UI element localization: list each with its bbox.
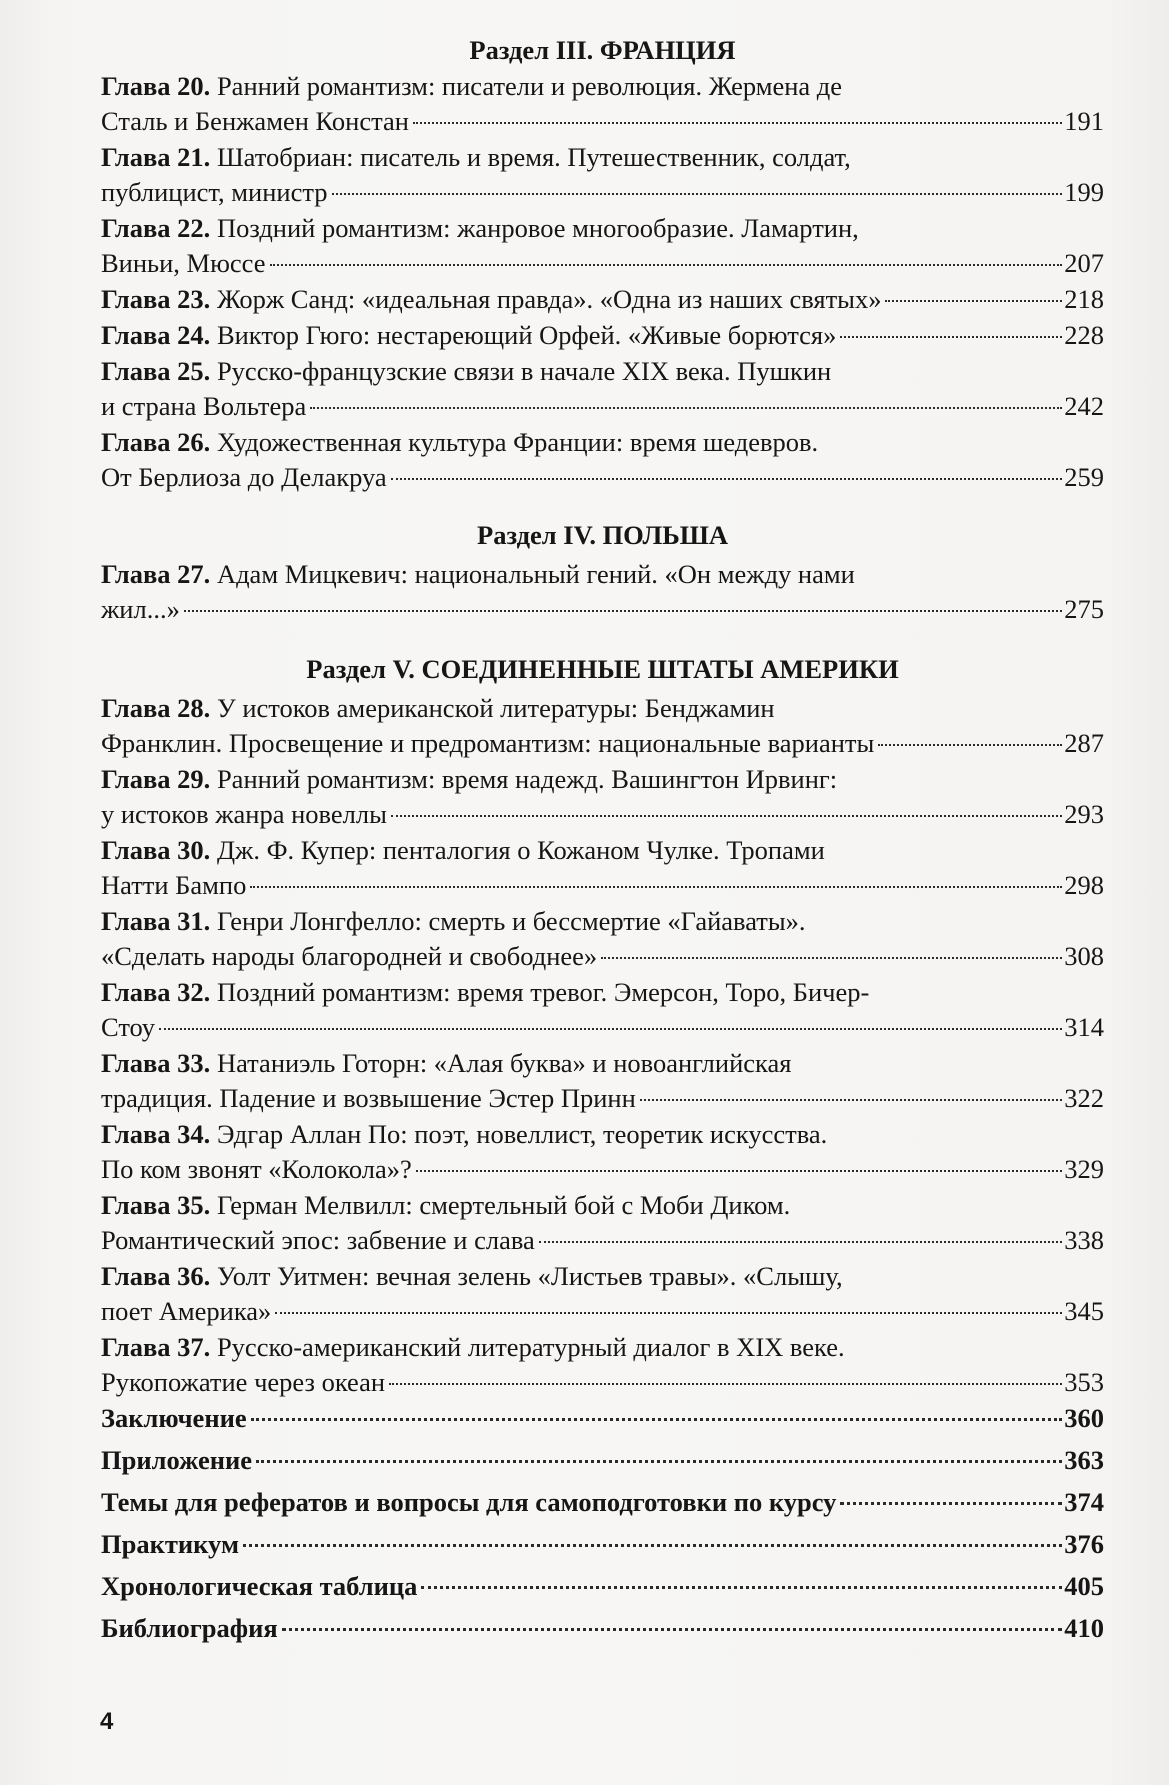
toc-entry-conclusion[interactable] <box>101 1401 1104 1436</box>
chapter-title-line1: Жорж Санд: «идеальная правда». «Одна из наших святых» <box>216 284 882 314</box>
page-number: 314 <box>1064 1012 1104 1042</box>
chapter-label: Глава 20. <box>101 71 211 101</box>
page-number: 345 <box>1064 1296 1104 1326</box>
dot-leader <box>275 1312 1062 1314</box>
entry-title: Библиография <box>101 1613 278 1643</box>
entry-title: Приложение <box>101 1445 253 1475</box>
chapter-title-line1: Художественная культура Франции: время шедевров. <box>216 427 819 457</box>
dot-leader <box>250 886 1062 888</box>
toc-entry-chapter-34[interactable] <box>101 1117 1104 1187</box>
chapter-label: Глава 24. <box>101 320 211 350</box>
dot-leader <box>413 122 1062 124</box>
chapter-title-line1: Шатобриан: писатель и время. Путешественник, солдат, <box>216 142 851 172</box>
page-number: 242 <box>1064 391 1104 421</box>
toc-entry-chapter-29[interactable] <box>101 762 1104 832</box>
dot-leader <box>421 1586 1062 1589</box>
toc-entry-chapter-31[interactable] <box>101 904 1104 974</box>
chapter-label: Глава 30. <box>101 835 211 865</box>
page-folio-number: 4 <box>100 1708 114 1735</box>
page-number: 275 <box>1064 594 1104 624</box>
chapter-title-line1: Дж. Ф. Купер: пенталогия о Кожаном Чулке. Тропами <box>216 835 825 865</box>
chapter-title-line2: Стоу <box>101 1012 156 1042</box>
page-number: 298 <box>1064 870 1104 900</box>
toc-entry-chapter-28[interactable] <box>101 691 1104 761</box>
chapter-title-line1: Адам Мицкевич: национальный гений. «Он между нами <box>216 559 855 589</box>
chapter-title-line2: Франклин. Просвещение и предромантизм: национальные варианты <box>101 728 875 758</box>
dot-leader <box>270 264 1063 266</box>
chapter-title-line1: Ранний романтизм: писатели и революция. Жермена де <box>216 71 843 101</box>
dot-leader <box>391 815 1062 817</box>
dot-leader <box>601 957 1062 959</box>
toc-entry-workshop[interactable] <box>101 1527 1104 1562</box>
page-number: 363 <box>1064 1445 1104 1475</box>
dot-leader <box>416 1170 1063 1172</box>
chapter-title-line1: Поздний романтизм: время тревог. Эмерсон, Торо, Бичер- <box>216 977 870 1007</box>
table-of-contents <box>101 30 1104 1653</box>
page-number: 228 <box>1064 320 1104 350</box>
toc-entry-essay-topics[interactable] <box>101 1485 1104 1520</box>
page-number: 191 <box>1064 106 1104 136</box>
page-number: 287 <box>1064 728 1104 758</box>
chapter-title-line1: Виктор Гюго: нестареющий Орфей. «Живые борются» <box>216 320 837 350</box>
chapter-label: Глава 27. <box>101 559 211 589</box>
toc-entry-chapter-21[interactable] <box>101 140 1104 210</box>
dot-leader <box>885 300 1062 302</box>
toc-entry-chapter-24[interactable] <box>101 318 1104 353</box>
chapter-title-line2: поет Америка» <box>101 1296 272 1326</box>
dot-leader <box>539 1241 1062 1243</box>
dot-leader <box>840 336 1062 338</box>
chapter-title-line1: Генри Лонгфелло: смерть и бессмертие «Гайаваты». <box>216 906 806 936</box>
toc-entry-chapter-30[interactable] <box>101 833 1104 903</box>
chapter-label: Глава 35. <box>101 1190 211 1220</box>
page-number: 308 <box>1064 941 1104 971</box>
page-number: 376 <box>1064 1529 1104 1559</box>
page-number: 360 <box>1064 1403 1104 1433</box>
chapter-title-line1: Ранний романтизм: время надежд. Вашингтон Ирвинг: <box>216 764 838 794</box>
chapter-title-line1: Уолт Уитмен: вечная зелень «Листьев травы». «Слышу, <box>216 1261 843 1291</box>
toc-entry-chapter-26[interactable] <box>101 425 1104 495</box>
chapter-label: Глава 36. <box>101 1261 211 1291</box>
chapter-label: Глава 34. <box>101 1119 211 1149</box>
page-number: 329 <box>1064 1154 1104 1184</box>
chapter-title-line2: жил...» <box>101 594 180 624</box>
toc-entry-chapter-35[interactable] <box>101 1188 1104 1258</box>
page-number: 322 <box>1064 1083 1104 1113</box>
entry-title: Заключение <box>101 1403 247 1433</box>
chapter-label: Глава 22. <box>101 213 211 243</box>
chapter-title-line2: традиция. Падение и возвышение Эстер Принн <box>101 1083 636 1113</box>
entry-title: Темы для рефератов и вопросы для самоподготовки по курсу <box>101 1487 837 1517</box>
dot-leader <box>243 1544 1062 1547</box>
dot-leader <box>184 610 1062 612</box>
page-number: 207 <box>1064 248 1104 278</box>
toc-entry-chapter-25[interactable] <box>101 354 1104 424</box>
page-number: 353 <box>1064 1367 1104 1397</box>
dot-leader <box>840 1502 1062 1505</box>
section-title-france: Раздел III. ФРАНЦИЯ <box>469 35 736 65</box>
chapter-label: Глава 26. <box>101 427 211 457</box>
toc-entry-appendix[interactable] <box>101 1443 1104 1478</box>
chapter-label: Глава 33. <box>101 1048 211 1078</box>
chapter-title-line2: Рукопожатие через океан <box>101 1367 386 1397</box>
chapter-title-line2: От Берлиоза до Делакруа <box>101 462 387 492</box>
page-number: 374 <box>1064 1487 1104 1517</box>
page-number: 199 <box>1064 177 1104 207</box>
chapter-title-line1: Натаниэль Готорн: «Алая буква» и новоанглийская <box>216 1048 792 1078</box>
chapter-label: Глава 31. <box>101 906 211 936</box>
toc-entry-chapter-36[interactable] <box>101 1259 1104 1329</box>
chapter-label: Глава 28. <box>101 693 211 723</box>
chapter-title-line1: Поздний романтизм: жанровое многообразие. Ламартин, <box>216 213 859 243</box>
chapter-title-line2: у истоков жанра новеллы <box>101 799 387 829</box>
dot-leader <box>159 1028 1062 1030</box>
page-number: 338 <box>1064 1225 1104 1255</box>
chapter-label: Глава 37. <box>101 1332 211 1362</box>
dot-leader <box>310 407 1062 409</box>
section-title-poland: Раздел IV. ПОЛЬША <box>477 520 728 550</box>
dot-leader <box>391 478 1063 480</box>
toc-entry-chapter-20[interactable] <box>101 69 1104 139</box>
toc-entry-chapter-27[interactable] <box>101 557 1104 627</box>
entry-title: Хронологическая таблица <box>101 1571 418 1601</box>
toc-entry-bibliography[interactable] <box>101 1611 1104 1646</box>
chapter-title-line1: Герман Мелвилл: смертельный бой с Моби Диком. <box>216 1190 791 1220</box>
toc-entry-chapter-23[interactable] <box>101 282 1104 317</box>
toc-entry-chapter-37[interactable] <box>101 1330 1104 1400</box>
chapter-title-line1: У истоков американской литературы: Бенджамин <box>216 693 775 723</box>
chapter-label: Глава 23. <box>101 284 211 314</box>
toc-entry-chapter-22[interactable] <box>101 211 1104 281</box>
chapter-title-line2: Виньи, Мюссе <box>101 248 266 278</box>
dot-leader <box>256 1460 1062 1463</box>
dot-leader <box>251 1418 1063 1421</box>
page-number: 410 <box>1064 1613 1104 1643</box>
dot-leader <box>282 1628 1063 1631</box>
chapter-title-line2: «Сделать народы благородней и свободнее» <box>101 941 598 971</box>
chapter-label: Глава 29. <box>101 764 211 794</box>
section-title-usa: Раздел V. СОЕДИНЕННЫЕ ШТАТЫ АМЕРИКИ <box>306 654 899 684</box>
chapter-title-line2: По ком звонят «Колокола»? <box>101 1154 412 1184</box>
chapter-title-line2: Романтический эпос: забвение и слава <box>101 1225 535 1255</box>
chapter-title-line1: Русско-американский литературный диалог в XIX веке. <box>216 1332 845 1362</box>
page-number: 405 <box>1064 1571 1104 1601</box>
toc-entry-chapter-33[interactable] <box>101 1046 1104 1116</box>
dot-leader <box>332 193 1063 195</box>
chapter-title-line2: и страна Вольтера <box>101 391 307 421</box>
chapter-title-line2: Натти Бампо <box>101 870 247 900</box>
dot-leader <box>640 1099 1062 1101</box>
chapter-title-line2: Сталь и Бенжамен Констан <box>101 106 409 136</box>
page-number: 218 <box>1064 284 1104 314</box>
toc-entry-chronology[interactable] <box>101 1569 1104 1604</box>
chapter-label: Глава 25. <box>101 356 211 386</box>
chapter-label: Глава 21. <box>101 142 211 172</box>
dot-leader <box>878 744 1062 746</box>
chapter-label: Глава 32. <box>101 977 211 1007</box>
chapter-title-line2: публицист, министр <box>101 177 328 207</box>
page-number: 259 <box>1064 462 1104 492</box>
chapter-title-line1: Русско-французские связи в начале XIX века. Пушкин <box>216 356 832 386</box>
dot-leader <box>389 1383 1062 1385</box>
page-number: 293 <box>1064 799 1104 829</box>
entry-title: Практикум <box>101 1529 239 1559</box>
chapter-title-line1: Эдгар Аллан По: поэт, новеллист, теоретик искусства. <box>216 1119 828 1149</box>
toc-entry-chapter-32[interactable] <box>101 975 1104 1045</box>
